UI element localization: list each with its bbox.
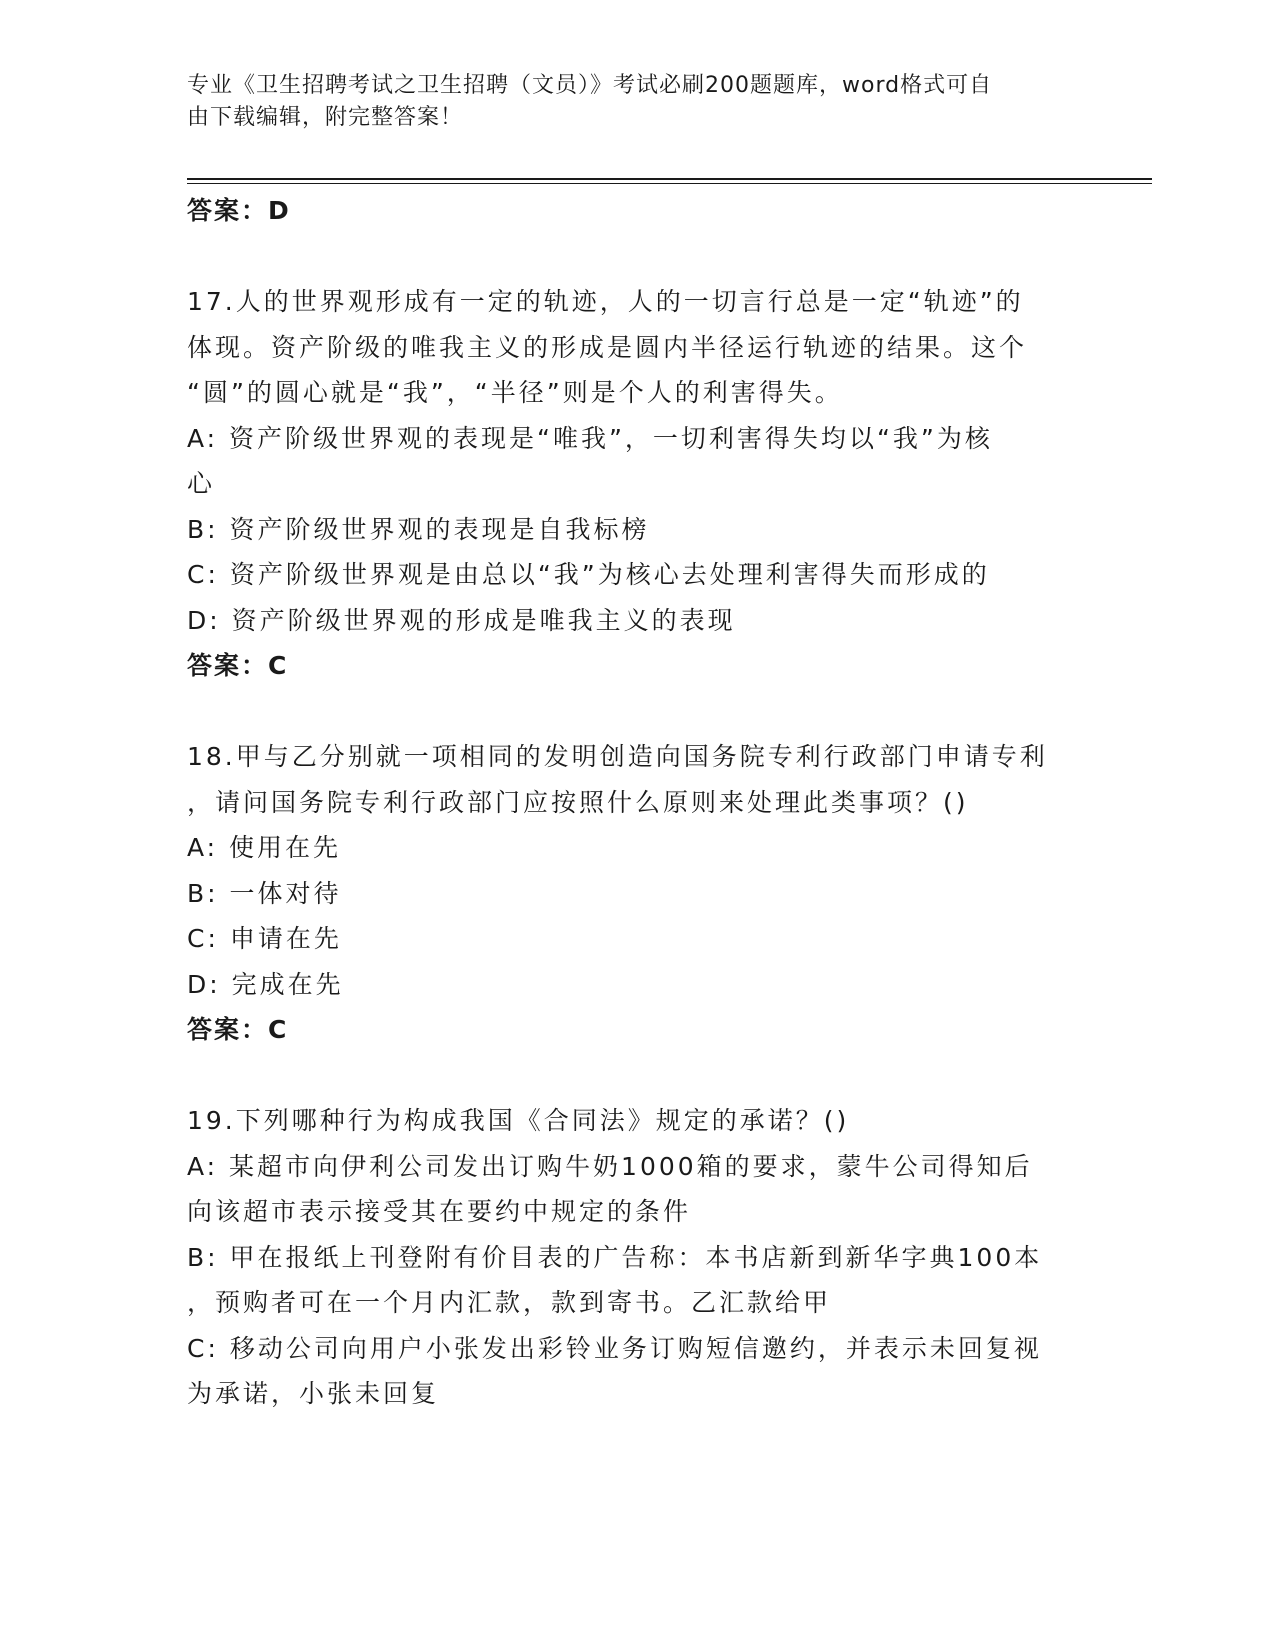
answer-line: 答案：C [187, 1015, 289, 1044]
spacer [187, 689, 1077, 735]
option-b: B: 甲在报纸上刊登附有价目表的广告称：本书店新到新华字典100本 [187, 1242, 1043, 1272]
option-d: D: 完成在先 [187, 969, 344, 999]
option-a: A: 使用在先 [187, 833, 342, 862]
header-line-2: 由下载编辑，附完整答案！ [187, 105, 464, 130]
question-17 [187, 279, 1077, 689]
question-stem-line: “圆”的圆心就是“我”，“半径”则是个人的利害得失。 [187, 378, 843, 407]
option-a-continued: 心 [187, 469, 216, 498]
option-c: C: 移动公司向用户小张发出彩铃业务订购短信邀约，并表示未回复视 [187, 1333, 1042, 1363]
answer-line: 答案：C [187, 651, 289, 680]
option-c: C: 申请在先 [187, 924, 342, 953]
option-b: B: 资产阶级世界观的表现是自我标榜 [187, 514, 650, 544]
option-a-continued: 向该超市表示接受其在要约中规定的条件 [187, 1197, 692, 1226]
document-header [187, 70, 1077, 134]
header-divider [187, 178, 1152, 180]
question-stem-line: 17.人的世界观形成有一定的轨迹，人的一切言行总是一定“轨迹”的 [187, 287, 1024, 316]
option-b-continued: ，预购者可在一个月内汇款，款到寄书。乙汇款给甲 [187, 1288, 832, 1317]
spacer [187, 234, 1077, 280]
option-a: A: 资产阶级世界观的表现是“唯我”，一切利害得失均以“我”为核 [187, 423, 993, 453]
question-stem-line: 19.下列哪种行为构成我国《合同法》规定的承诺？() [187, 1106, 850, 1135]
option-b: B: 一体对待 [187, 878, 342, 908]
question-stem-line: ，请问国务院专利行政部门应按照什么原则来处理此类事项？() [187, 787, 969, 817]
spacer [187, 1053, 1077, 1099]
answer-line: 答案：D [187, 196, 291, 225]
question-stem-line: 体现。资产阶级的唯我主义的形成是圆内半径运行轨迹的结果。这个 [187, 332, 1028, 362]
option-d: D: 资产阶级世界观的形成是唯我主义的表现 [187, 605, 736, 635]
option-c: C: 资产阶级世界观是由总以“我”为核心去处理利害得失而形成的 [187, 560, 990, 589]
option-a: A: 某超市向伊利公司发出订购牛奶1000箱的要求，蒙牛公司得知后 [187, 1151, 1033, 1181]
header-divider-thin [187, 183, 1152, 184]
option-c-continued: 为承诺，小张未回复 [187, 1379, 440, 1408]
question-stem-line: 18.甲与乙分别就一项相同的发明创造向国务院专利行政部门申请专利 [187, 742, 1048, 771]
document-body [187, 188, 1077, 1417]
question-19 [187, 1098, 1077, 1417]
question-18 [187, 734, 1077, 1053]
header-line-1: 专业《卫生招聘考试之卫生招聘（文员）》考试必刷200题题库，word格式可自 [187, 73, 993, 98]
